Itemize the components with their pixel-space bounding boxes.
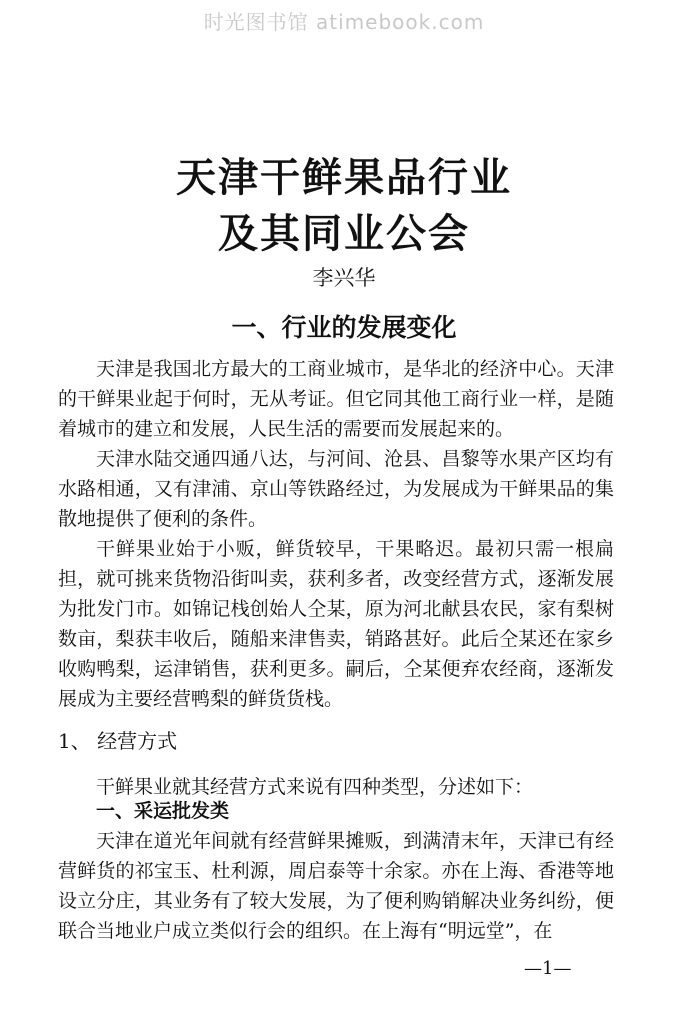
- author: 李兴华: [312, 266, 376, 290]
- subheading-operation-mode: 1、 经营方式: [58, 729, 178, 753]
- paragraph-2: 天津水陆交通四通八达，与河间、沧县、昌黎等水果产区均有水路相通，又有津浦、京山等铁路经过，为发展成为干鲜果品的集散地提供了便利的条件。: [58, 448, 614, 530]
- section-heading: 一、行业的发展变化: [231, 313, 457, 342]
- paragraph-1: 天津是我国北方最大的工商业城市，是华北的经济中心。天津的干鲜果业起于何时，无从考证。但它同其他工商行业一样，是随着城市的建立和发展，人民生活的需要而发展起来的。: [58, 358, 614, 440]
- title-line-1: 天津干鲜果品行业: [176, 155, 512, 201]
- paragraph-5: 天津在道光年间就有经营鲜果摊贩，到满清末年，天津已有经营鲜货的祁宝玉、杜利源，周启泰等十余家。亦在上海、香港等地设立分庄，其业务有了较大发展，为了便利购销解决业务纠纷，便联合当地业户成立类似行会的组织。在上海有“明远堂”，在: [58, 830, 614, 942]
- title-line-2: 及其同业公会: [218, 211, 470, 257]
- subheading-wholesale: 一、采运批发类: [96, 800, 230, 822]
- page-number: —1—: [524, 958, 572, 979]
- paragraph-3: 干鲜果业始于小贩，鲜货较早，干果略迟。最初只需一根扁担，就可挑来货物沿街叫卖，获利多者，改变经营方式，逐渐发展为批发门市。如锦记栈创始人仝某，原为河北献县农民，家有梨树数亩，梨获丰收后，随船来津售卖，销路甚好。此后仝某还在家乡收购鸭梨，运津销售，获利更多。嗣后，仝某便弃农经商，逐渐发展成为主要经营鸭梨的鲜货货栈。: [58, 538, 614, 710]
- watermark: 时光图书馆 atimebook.com: [203, 10, 485, 34]
- paragraph-4: 干鲜果业就其经营方式来说有四种类型，分述如下：: [96, 776, 534, 798]
